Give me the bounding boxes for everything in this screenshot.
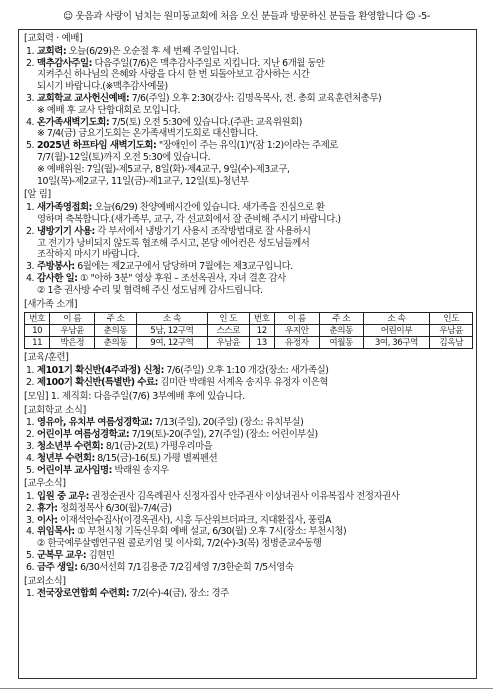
list-item [24,526,473,550]
table-cell: 김옥남 [430,337,473,349]
item-text: 7/5(토) 오전 5:30에 있습니다.(주관: 교육위원회) [109,116,302,128]
item-number: 2. [26,57,35,69]
item-text: ② 한국예루살렘연구원 콜로키엄 및 이사회, 7/2(수)-3(목) 정병준교수동행 [37,538,322,550]
item-text: 되시기 바랍니다.(※맥추감사예물) [37,81,168,93]
item-line [37,46,473,58]
item-text: 6월에는 제2교구에서 담당하며 7월에는 제3교구입니다. [74,261,293,273]
list-item [24,273,473,297]
table-cell: 우남윤 [50,325,95,337]
column-header: 이 름 [50,313,95,325]
item-heading: 휴가: [37,502,58,514]
item-line [37,417,473,429]
table-cell: 13 [249,337,274,349]
table-cell: 춘의동 [95,337,136,349]
table-cell: 3여, 36구역 [363,337,430,349]
item-heading: 청년부 수련회: [37,452,95,464]
new-family-table [24,312,473,349]
section-title: [교외소식] [24,575,66,587]
item-text: 8/1(금)-2(토) 가평우리마을 [103,440,213,452]
item-text: 지켜주신 하나님의 은혜와 사랑을 다시 한 번 되돌아보고 감사하는 시간 [37,69,310,81]
list-item [24,465,473,477]
item-heading: 2025년 하프타임 새벽기도회: [37,140,157,152]
item-heading: 영유아, 유치부 여름성경학교: [37,417,153,429]
item-text: 7/2(수)-4(금), 장소: 경주 [129,588,229,600]
item-text: 박래원 송지우 [111,464,169,476]
column-header: 인 도 [208,313,249,325]
list-item [24,417,473,429]
item-text: 7/19(토)-20(주일), 27(주일) (장소: 어린이부실) [129,429,318,441]
item-heading: 교회력: [37,45,67,57]
list-item [24,140,473,187]
item-line [37,152,473,164]
item-text: 오늘(6/29)은 오순절 후 세 번째 주일입니다. [66,45,239,57]
item-text: 영하며 축복합니다.(새가족부, 교구, 각 선교회에서 잘 준비해 주시기 바랍니다.) [37,213,341,225]
item-line [37,273,473,285]
item-line [37,249,473,261]
footer-divider [0,688,493,689]
item-heading: 군복무 교우: [37,550,87,562]
item-heading: 입원 중 교우: [37,491,89,503]
table-cell: 5남, 12구역 [136,325,207,337]
item-text: 이재석안수집사(이경옥권사), 시흥 두산위브더파크, 지대환집사, 풍림A [57,514,332,526]
list-item [24,453,473,465]
item-text: ※ 예배 후 교사 단합대회로 모입니다. [37,104,181,116]
item-heading: 온가족새벽기도회: [37,116,110,128]
item-line [37,365,473,377]
item-text: 7/7(월)-12일(토)까지 오전 5:30에 있습니다. [37,151,211,163]
item-text: ※ 7/4(금) 금요기도회는 온가족새벽기도회로 대신합니다. [37,128,258,140]
column-header: 번호 [25,313,50,325]
item-text: 정희정목사 6/30(월)-7/4(금) [57,502,172,514]
item-line [37,69,473,81]
table-row [25,337,473,349]
item-heading: 금주 생일: [37,561,78,573]
item-heading: 제101기 확신반(4주과정) 신청: [37,365,164,377]
list-item [24,588,473,600]
item-number: 1. [26,491,35,503]
item-heading: 맥추감사주일: [37,57,92,69]
table-cell: 우지안 [274,325,319,337]
column-header: 이 름 [274,313,319,325]
item-text: 7/6(주일) 오후 1:10 개강(장소: 새가족실) [163,365,329,377]
item-number: 5. [26,464,35,476]
item-text: "장애인이 주는 유익(1)"(잠 1:2)이라는 주제로 [156,140,338,152]
item-heading: 제100기 확신반(특별반) 수료: [37,376,158,388]
item-number: 1. [26,202,35,214]
section-title: [교육/훈련] [24,352,69,364]
table-header-row [25,313,473,325]
column-header: 인도 [430,313,473,325]
item-heading: 전국장로연합회 수련회: [37,588,130,600]
list-item [24,503,473,515]
item-line [37,226,473,238]
item-text: 7/6(주일) 오후 2:30(강사: 김명옥목사, 전. 총회 교육훈련처총무) [129,92,382,104]
item-line [37,164,473,176]
item-line [37,526,473,538]
item-number: 1. [26,417,35,429]
item-line [37,562,473,574]
item-heading: 어린이부 여름성경학교: [37,429,130,441]
list-item [24,58,473,93]
section-title: [새가족 소개] [24,298,78,310]
column-header: 주 소 [319,313,363,325]
item-line [37,81,473,93]
table-cell: 어린이부 [363,325,430,337]
column-header: 소 속 [136,313,207,325]
list-item [24,377,473,389]
item-heading: 이사: [37,514,58,526]
item-line [37,429,473,441]
table-cell: 10 [25,325,50,337]
column-header: 소 속 [363,313,430,325]
table-cell: 우남윤 [430,325,473,337]
column-header: 번호 [249,313,274,325]
list-item [24,93,473,117]
item-line [37,377,473,389]
item-text: 고 전기가 낭비되지 않도록 협조해 주시고, 본당 에어컨은 성도님들께서 [37,237,310,249]
item-line [37,441,473,453]
item-number: 3. [26,92,35,104]
item-text: ② 1층 권사방 수리 및 협력해 주신 성도님께 감사드립니다. [37,284,263,296]
item-number: 4. [26,272,35,284]
item-line [37,202,473,214]
item-heading: 감사한 일: [37,272,78,284]
item-heading: 위임목사: [37,526,75,538]
item-text: ※ 예배위원: 7일(월)-제5교구, 8일(화)-제4교구, 9일(수)-제3교구, [37,163,290,175]
list-item [24,46,473,58]
item-line [37,491,473,503]
section-title: [교우소식] [24,478,66,490]
list-item [24,550,473,562]
item-heading: 교회학교 교사헌신예배: [37,92,130,104]
item-heading: 냉방기기 사용: [37,225,95,237]
list-item [24,261,473,273]
item-text: ① 부천시청 기독신우회 예배 설교, 6/30(월) 오후 7시(장소: 부천시청) [74,526,347,538]
list-item [24,365,473,377]
list-item [24,491,473,503]
item-number: 2. [26,376,35,388]
item-line [37,128,473,140]
item-text: 10일(목)-제2교구, 11일(금)-제1교구, 12일(토)-청년부 [37,175,249,187]
section-title: [알 림] [24,189,51,201]
item-line [37,503,473,515]
item-line [37,176,473,188]
item-heading: 청소년부 수련회: [37,440,104,452]
item-number: 5. [26,140,35,152]
item-text: 8/15(금)-16(토) 가평 별찌펜션 [94,452,218,464]
item-number: 4. [26,526,35,538]
item-line [37,117,473,129]
item-number: 5. [26,550,35,562]
item-text: 6/30서선희 7/1김용준 7/2김세영 7/3한순희 7/5서영숙 [77,561,294,573]
table-cell: 유정자 [274,337,319,349]
table-cell: 스스로 [208,325,249,337]
item-number: 2. [26,502,35,514]
table-cell: 11 [25,337,50,349]
item-text: 7/13(주일), 20(주일) (장소: 유치부실) [152,417,304,429]
list-item [24,117,473,141]
item-text: 조작하지 마시기 바랍니다. [37,249,140,261]
list-item [24,202,473,226]
item-line [37,285,473,297]
item-line [37,58,473,70]
item-number: 2. [26,429,35,441]
table-row [25,325,473,337]
list-item [24,441,473,453]
column-header: 주 소 [95,313,136,325]
table-cell: 우남윤 [208,337,249,349]
item-text: 오늘(6/29) 찬양예배시간에 있습니다. 새가족을 진심으로 환 [91,202,325,214]
item-text: 권정순권사 김옥례권사 신정자집사 안주권사 이상녀권사 이유복집사 전정자권사 [88,491,400,503]
item-text: 각 부서에서 냉방기기 사용시 조작방법대로 잘 사용하시 [94,225,311,237]
item-number: 3. [26,261,35,273]
list-item [24,515,473,527]
table-cell: 여월동 [319,337,363,349]
item-number: 4. [26,452,35,464]
list-item [24,226,473,261]
item-line [37,550,473,562]
list-item [24,562,473,574]
item-text: 김미란 박래원 서계옥 송지우 유정자 이은혁 [157,376,328,388]
section-title: [교회력 · 예배] [24,33,83,44]
item-number: 2. [26,225,35,237]
item-line [37,140,473,152]
item-line [37,214,473,226]
item-number: 4. [26,116,35,128]
item-text: ① "아하 3분" 영상 후원 – 조선옥권사, 자녀 결혼 감사 [77,272,286,284]
item-number: 6. [26,561,35,573]
item-line [37,261,473,273]
item-line [37,515,473,527]
item-line [37,588,473,600]
item-number: 1. [26,588,35,600]
item-number: 1. [26,365,35,377]
item-line [37,238,473,250]
item-number: 3. [26,514,35,526]
item-line [37,453,473,465]
table-cell: 9여, 12구역 [136,337,207,349]
item-heading: 어린이부 교사임명: [37,464,112,476]
bulletin-content [24,33,473,600]
item-line [37,465,473,477]
item-heading: 새가족영접회: [37,202,92,214]
item-heading: 주방봉사: [37,261,75,273]
table-cell: 박은정 [50,337,95,349]
section-title: [교회학교 소식] [24,404,86,416]
item-line [37,538,473,550]
list-item [24,429,473,441]
page-header: ☺ 웃음과 사랑이 넘치는 원미동교회에 처음 오신 분들과 방문하신 분들을 환영합니다 ☺ -5- [63,11,430,22]
item-line [37,93,473,105]
table-cell: 춘의동 [319,325,363,337]
item-number: 1. [26,45,35,57]
section-title: [모임] 1. 제직회: 다음주일(7/6) 3부예배 후에 있습니다. [24,390,245,402]
table-cell: 춘의동 [95,325,136,337]
item-text: 김현민 [86,550,115,562]
item-text: 다음주일(7/6)은 맥추감사주일로 지킵니다. 지난 6개월 동안 [91,57,325,69]
item-line [37,105,473,117]
item-number: 3. [26,440,35,452]
table-cell: 12 [249,325,274,337]
